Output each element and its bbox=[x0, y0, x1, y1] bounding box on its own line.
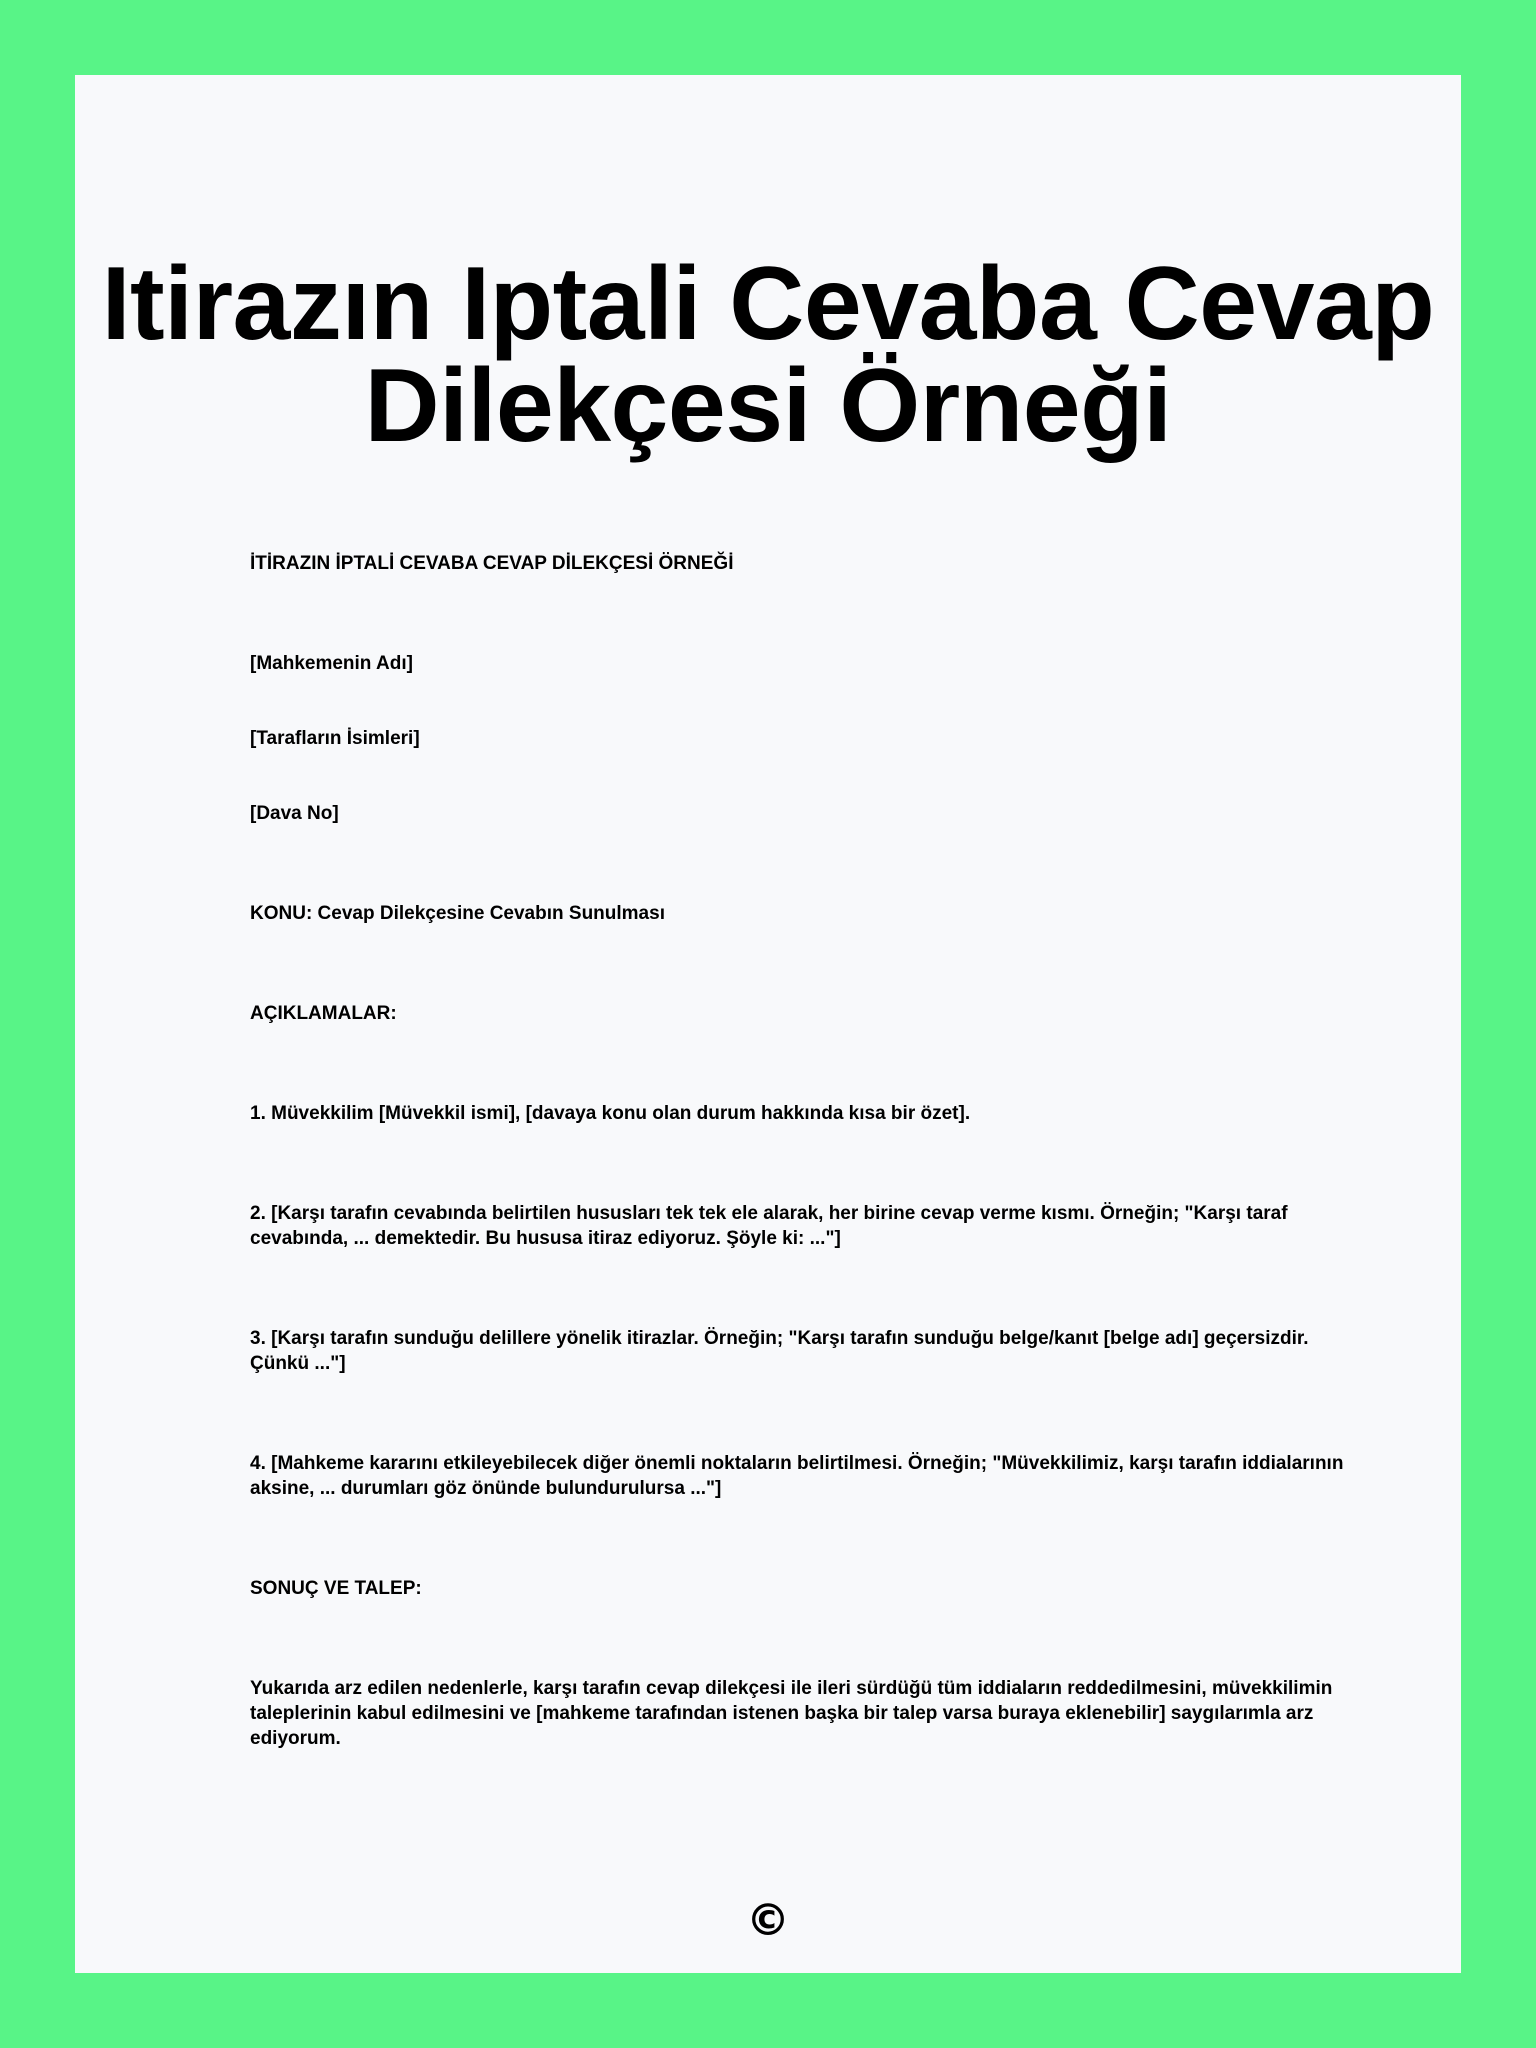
conclusion-text: Yukarıda arz edilen nedenlerle, karşı tarafın cevap dilekçesi ile ileri sürdüğü tüm iddiaların reddedilmesini, müvekkilimin taleplerinin kabul edilmesini ve [mahkeme tarafından istenen başka bir talep varsa buraya eklenebilir] saygılarımla arz ediyorum. bbox=[250, 1678, 1333, 1749]
explanations-heading: AÇIKLAMALAR: bbox=[250, 1003, 397, 1024]
explanation-item: 2. [Karşı tarafın cevabında belirtilen hususları tek tek ele alarak, her birine cevap verme kısmı. Örneğin; "Karşı taraf cevabında, ... demektedir. Bu hususa itiraz ediyoruz. Şöyle ki: ..."] bbox=[250, 1203, 1288, 1249]
document-page bbox=[75, 75, 1461, 1973]
court-name-placeholder: [Mahkemenin Adı] bbox=[250, 653, 413, 674]
document-heading: İTİRAZIN İPTALİ CEVABA CEVAP DİLEKÇESİ ÖRNEĞİ bbox=[250, 553, 734, 574]
page-title: Itirazın Iptali Cevaba Cevap Dilekçesi Örneği bbox=[101, 246, 1435, 464]
explanation-item: 3. [Karşı tarafın sunduğu delillere yönelik itirazlar. Örneğin; "Karşı tarafın sunduğu belge/kanıt [belge adı] geçersizdir. Çünkü ..."] bbox=[250, 1328, 1309, 1374]
parties-placeholder: [Tarafların İsimleri] bbox=[250, 728, 420, 749]
explanation-item: 1. Müvekkilim [Müvekkil ismi], [davaya konu olan durum hakkında kısa bir özet]. bbox=[250, 1103, 971, 1124]
copyright-icon: © bbox=[746, 1895, 790, 1946]
subject-line: KONU: Cevap Dilekçesine Cevabın Sunulması bbox=[250, 903, 665, 924]
case-number-placeholder: [Dava No] bbox=[250, 803, 339, 824]
conclusion-heading: SONUÇ VE TALEP: bbox=[250, 1578, 422, 1599]
explanation-item: 4. [Mahkeme kararını etkileyebilecek diğer önemli noktaların belirtilmesi. Örneğin; "Müvekkilimiz, karşı tarafın iddialarının aksine, ... durumları göz önünde bulundurulursa ..."] bbox=[250, 1453, 1344, 1499]
